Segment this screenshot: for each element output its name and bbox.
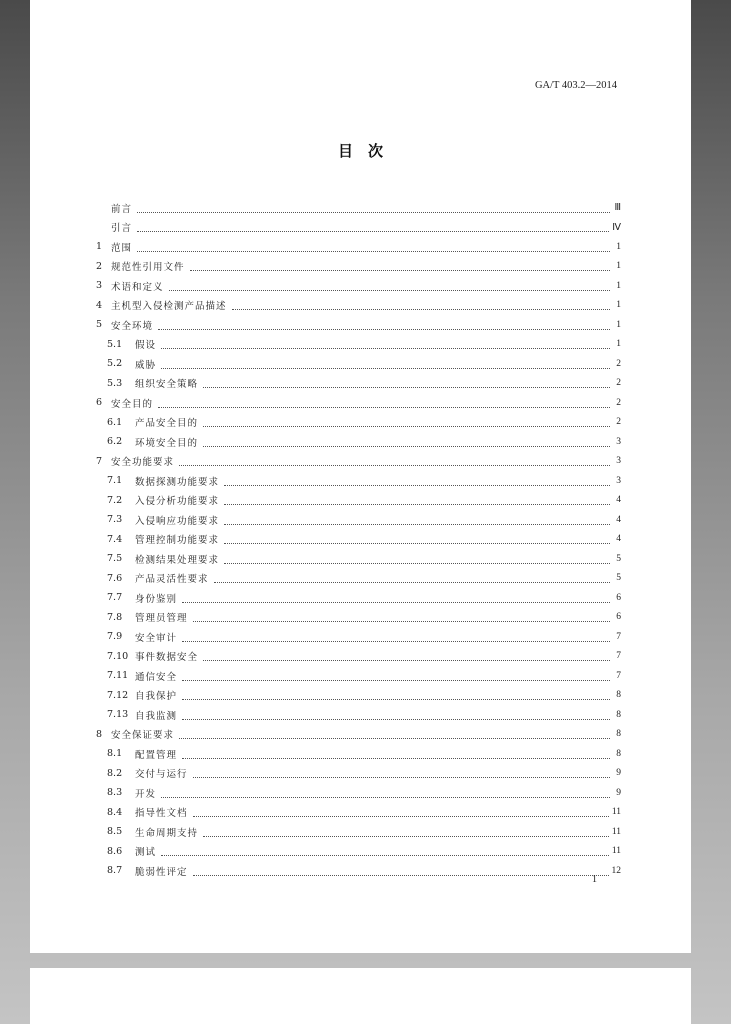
toc-entry[interactable]	[96, 725, 621, 745]
toc-entry-number: 5.3	[107, 377, 123, 389]
toc-entry-number: 5.2	[107, 358, 123, 370]
toc-entry-page: 2	[616, 397, 621, 408]
toc-entry-number: 7.5	[107, 553, 123, 565]
toc-leader-dots	[203, 827, 609, 837]
toc-entry[interactable]	[96, 783, 621, 803]
toc-entry-label: 产品灵活性要求	[135, 574, 209, 586]
toc-entry-number: 7	[96, 455, 103, 467]
toc-entry[interactable]	[96, 549, 621, 569]
toc-entry-page: 11	[611, 846, 621, 857]
toc-entry-number: 7.10	[107, 650, 129, 662]
toc-leader-dots	[137, 203, 610, 213]
toc-entry-number: 8.6	[107, 845, 123, 857]
toc-entry[interactable]	[96, 491, 621, 511]
page-title: 目 次	[337, 142, 383, 160]
toc-entry-label: 安全功能要求	[111, 457, 175, 469]
toc-leader-dots	[193, 612, 610, 622]
toc-leader-dots	[190, 261, 610, 271]
toc-entry-label: 管理控制功能要求	[135, 535, 220, 547]
toc-leader-dots	[182, 749, 610, 759]
toc-entry-number: 3	[96, 280, 103, 292]
toc-entry[interactable]	[96, 413, 621, 433]
toc-entry-number: 4	[96, 299, 103, 311]
toc-leader-dots	[193, 768, 610, 778]
toc-entry-page: 2	[616, 358, 621, 369]
toc-entry-label: 事件数据安全	[135, 652, 199, 664]
toc-leader-dots	[161, 359, 610, 369]
toc-entry-label: 规范性引用文件	[111, 262, 185, 274]
toc-entry[interactable]	[96, 588, 621, 608]
toc-entry-number: 7.12	[107, 689, 129, 701]
toc-entry-page: 8	[616, 729, 621, 740]
toc-entry-label: 自我监测	[135, 710, 178, 722]
toc-entry-page: 11	[611, 807, 621, 818]
toc-entry-label: 主机型入侵检测产品描述	[111, 301, 227, 313]
toc-entry-label: 威胁	[135, 359, 157, 371]
toc-leader-dots	[203, 417, 610, 427]
toc-entry-number: 7.11	[107, 670, 129, 682]
toc-entry-number: 8	[96, 728, 103, 740]
toc-entry-page: 1	[616, 241, 621, 252]
toc-entry-label: 引言	[111, 223, 133, 235]
toc-entry-page: 9	[616, 787, 621, 798]
toc-entry-number: 8.7	[107, 865, 123, 877]
toc-entry-label: 范围	[111, 242, 133, 254]
toc-entry-number: 8.5	[107, 826, 123, 838]
toc-leader-dots	[224, 476, 610, 486]
toc-entry-label: 自我保护	[135, 691, 178, 703]
toc-leader-dots	[224, 534, 610, 544]
toc-leader-dots	[169, 281, 610, 291]
toc-entry[interactable]	[96, 335, 621, 355]
toc-entry-page: 6	[616, 592, 621, 603]
toc-entry-number: 7.9	[107, 631, 123, 643]
toc-entry-label: 产品安全目的	[135, 418, 199, 430]
toc-entry-label: 安全保证要求	[111, 730, 175, 742]
toc-entry-label: 安全审计	[135, 632, 178, 644]
toc-entry-page: 3	[616, 436, 621, 447]
toc-entry-page: 2	[616, 378, 621, 389]
toc-leader-dots	[224, 554, 610, 564]
toc-entry-number: 7.2	[107, 494, 123, 506]
toc-entry-number: 6.1	[107, 416, 123, 428]
toc-entry-page: Ⅲ	[614, 203, 621, 214]
toc-entry[interactable]	[96, 608, 621, 628]
toc-entry[interactable]	[96, 822, 621, 842]
toc-entry[interactable]	[96, 257, 621, 277]
toc-entry-label: 前言	[111, 203, 133, 215]
toc-leader-dots	[182, 690, 610, 700]
toc-entry-number: 5.1	[107, 338, 123, 350]
toc-entry-label: 安全环境	[111, 320, 154, 332]
toc-entry[interactable]	[96, 647, 621, 667]
toc-entry-page: 1	[616, 300, 621, 311]
toc-entry-label: 开发	[135, 788, 157, 800]
toc-entry[interactable]	[96, 237, 621, 257]
toc-entry-number: 7.8	[107, 611, 123, 623]
toc-entry-page: 7	[616, 631, 621, 642]
toc-entry-page: 4	[616, 534, 621, 545]
toc-entry[interactable]	[96, 432, 621, 452]
toc-leader-dots	[158, 320, 610, 330]
toc-entry[interactable]	[96, 374, 621, 394]
toc-leader-dots	[137, 242, 610, 252]
toc-entry[interactable]	[96, 510, 621, 530]
toc-entry-label: 身份鉴别	[135, 593, 178, 605]
next-document-page	[30, 968, 691, 1024]
toc-entry-label: 脆弱性评定	[135, 866, 188, 878]
toc-leader-dots	[179, 456, 610, 466]
toc-entry-number: 7.1	[107, 475, 123, 487]
toc-leader-dots	[224, 515, 610, 525]
toc-entry-label: 环境安全目的	[135, 437, 199, 449]
toc-leader-dots	[214, 573, 610, 583]
toc-entry[interactable]	[96, 842, 621, 862]
toc-entry-label: 入侵响应功能要求	[135, 515, 220, 527]
toc-entry-page: 8	[616, 690, 621, 701]
document-page	[30, 0, 691, 953]
toc-entry-page: 1	[616, 280, 621, 291]
toc-entry-number: 1	[96, 241, 103, 253]
toc-leader-dots	[179, 729, 610, 739]
toc-entry-number: 7.13	[107, 709, 129, 721]
toc-leader-dots	[158, 398, 610, 408]
toc-entry-page: 11	[611, 826, 621, 837]
toc-entry-page: 5	[616, 553, 621, 564]
toc-entry-page: 6	[616, 612, 621, 623]
toc-entry-number: 8.2	[107, 767, 123, 779]
toc-entry-number: 7.6	[107, 572, 123, 584]
toc-entry[interactable]	[96, 803, 621, 823]
toc-leader-dots	[182, 671, 610, 681]
toc-entry-page: 1	[616, 261, 621, 272]
toc-entry-page: 7	[616, 651, 621, 662]
toc-entry[interactable]	[96, 627, 621, 647]
toc-entry[interactable]	[96, 276, 621, 296]
toc-entry-page: 8	[616, 748, 621, 759]
toc-entry[interactable]	[96, 296, 621, 316]
toc-entry-label: 假设	[135, 340, 157, 352]
toc-leader-dots	[203, 651, 610, 661]
toc-entry-number: 7.4	[107, 533, 123, 545]
toc-entry-number: 8.1	[107, 748, 123, 760]
toc-entry-page: 1	[616, 339, 621, 350]
toc-entry-label: 通信安全	[135, 671, 178, 683]
toc-entry-label: 测试	[135, 847, 157, 859]
toc-entry-page: Ⅳ	[612, 222, 621, 233]
toc-entry-number: 6.2	[107, 436, 123, 448]
toc-entry-number: 6	[96, 397, 103, 409]
toc-entry-label: 配置管理	[135, 749, 178, 761]
toc-entry-number: 7.3	[107, 514, 123, 526]
toc-entry-label: 指导性文档	[135, 808, 188, 820]
toc-entry-page: 1	[616, 319, 621, 330]
toc-entry-page: 3	[616, 456, 621, 467]
page-number: 1	[592, 874, 597, 885]
toc-entry-number: 2	[96, 260, 103, 272]
toc-leader-dots	[182, 593, 610, 603]
toc-leader-dots	[232, 300, 610, 310]
toc-entry[interactable]	[96, 861, 621, 881]
toc-entry-number: 8.4	[107, 806, 123, 818]
toc-entry-page: 7	[616, 670, 621, 681]
toc-leader-dots	[161, 339, 610, 349]
toc-entry-label: 交付与运行	[135, 769, 188, 781]
toc-entry-label: 术语和定义	[111, 281, 164, 293]
toc-entry[interactable]	[96, 705, 621, 725]
toc-entry[interactable]	[96, 315, 621, 335]
toc-entry-label: 组织安全策略	[135, 379, 199, 391]
toc-entry-page: 4	[616, 514, 621, 525]
toc-entry[interactable]	[96, 452, 621, 472]
toc-leader-dots	[182, 632, 610, 642]
toc-entry-page: 4	[616, 495, 621, 506]
toc-entry-page: 2	[616, 417, 621, 428]
toc-entry-label: 检测结果处理要求	[135, 554, 220, 566]
toc-entry-label: 安全目的	[111, 398, 154, 410]
toc-entry-label: 管理员管理	[135, 613, 188, 625]
toc-entry-number: 5	[96, 319, 103, 331]
toc-leader-dots	[161, 788, 610, 798]
document-code: GA/T 403.2—2014	[534, 80, 617, 91]
toc-entry-label: 生命周期支持	[135, 827, 199, 839]
toc-entry-number: 7.7	[107, 592, 123, 604]
toc-entry[interactable]	[96, 393, 621, 413]
toc-entry[interactable]	[96, 530, 621, 550]
toc-entry-page: 9	[616, 768, 621, 779]
toc-leader-dots	[193, 807, 609, 817]
toc-entry[interactable]	[96, 569, 621, 589]
toc-entry[interactable]	[96, 764, 621, 784]
toc-entry-page: 12	[611, 865, 621, 876]
toc-entry[interactable]	[96, 471, 621, 491]
toc-leader-dots	[224, 495, 610, 505]
table-of-contents	[96, 198, 621, 881]
toc-entry-page: 5	[616, 573, 621, 584]
toc-leader-dots	[193, 866, 609, 876]
toc-entry[interactable]	[96, 666, 621, 686]
toc-leader-dots	[161, 846, 609, 856]
toc-leader-dots	[182, 710, 610, 720]
toc-entry-number: 8.3	[107, 787, 123, 799]
toc-entry-label: 数据探测功能要求	[135, 476, 220, 488]
toc-entry[interactable]	[96, 354, 621, 374]
toc-entry[interactable]	[96, 198, 621, 218]
toc-entry-page: 3	[616, 475, 621, 486]
toc-entry[interactable]	[96, 744, 621, 764]
toc-leader-dots	[203, 378, 610, 388]
toc-entry[interactable]	[96, 686, 621, 706]
toc-entry[interactable]	[96, 218, 621, 238]
toc-leader-dots	[203, 437, 610, 447]
toc-entry-page: 8	[616, 709, 621, 720]
toc-leader-dots	[137, 222, 609, 232]
toc-entry-label: 入侵分析功能要求	[135, 496, 220, 508]
